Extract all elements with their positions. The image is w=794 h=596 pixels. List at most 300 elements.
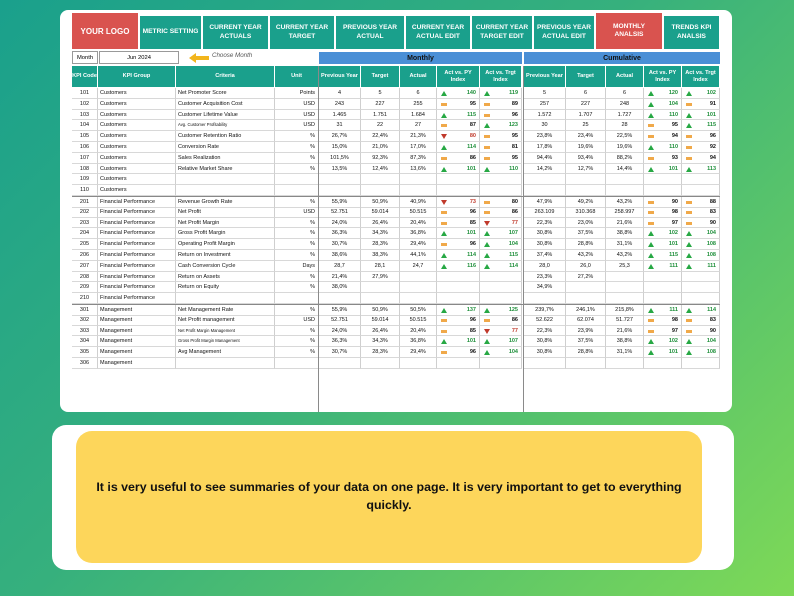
index-value: 101: [466, 230, 476, 237]
index-value: 101: [466, 165, 476, 172]
cell-criteria: Avg Management: [176, 347, 275, 358]
cell-m-prev: 28,7: [319, 261, 361, 272]
cell-c-target: 12,7%: [566, 164, 606, 175]
neutral-bar-icon: [686, 319, 692, 322]
cell-mtg: [480, 293, 522, 304]
arrow-up-icon: [441, 167, 447, 172]
index-value: 111: [669, 262, 678, 269]
cell-c-prev: 14,2%: [524, 164, 566, 175]
index-value: 101: [668, 241, 678, 248]
index-value: 120: [668, 90, 678, 96]
cell-group: Financial Performance: [98, 293, 176, 304]
cell-c-prev: 239,7%: [524, 305, 566, 316]
cell-code: 202: [72, 207, 98, 218]
arrow-up-icon: [441, 339, 447, 344]
index-value: 101: [466, 338, 476, 345]
cell-group: Financial Performance: [98, 272, 176, 283]
arrow-down-icon: [484, 329, 490, 334]
cell-mtg: [480, 207, 522, 218]
neutral-bar-icon: [441, 222, 447, 225]
cell-group: Management: [98, 305, 176, 316]
cell-criteria: Customer Lifetime Value: [176, 110, 275, 121]
table-row[interactable]: [72, 174, 720, 185]
cell-cpy: [644, 250, 682, 261]
cell-c-prev: 94,4%: [524, 153, 566, 164]
cell-code: 210: [72, 293, 98, 304]
col-header-c-tg: Act vs. Trgt Index: [682, 66, 720, 87]
index-value: 101: [668, 165, 678, 172]
cell-m-actual: 6: [400, 88, 437, 99]
arrow-up-icon: [648, 167, 654, 172]
cell-m-prev: [319, 174, 361, 185]
cell-unit: %: [275, 250, 319, 261]
cell-criteria: Net Profit management: [176, 315, 275, 326]
arrow-up-icon: [648, 145, 654, 150]
index-value: 95: [469, 100, 476, 107]
cell-code: 304: [72, 336, 98, 347]
cell-c-target: 23,4%: [566, 131, 606, 142]
table-row[interactable]: [72, 207, 720, 218]
neutral-bar-icon: [686, 146, 692, 149]
cell-c-actual: 21,6%: [606, 326, 644, 337]
arrow-up-icon: [441, 264, 447, 269]
table-row[interactable]: [72, 99, 720, 110]
cell-unit: %: [275, 282, 319, 293]
neutral-bar-icon: [648, 222, 654, 225]
cell-c-target: 1.707: [566, 110, 606, 121]
cell-m-target: 50,9%: [361, 305, 400, 316]
cell-ctg: [682, 174, 720, 185]
cell-mpy: [437, 88, 480, 99]
cell-group: Customers: [98, 120, 176, 131]
cell-cpy: [644, 358, 682, 369]
arrow-up-icon: [686, 123, 692, 128]
cell-m-actual: 24,7: [400, 261, 437, 272]
cell-unit: %: [275, 336, 319, 347]
cell-criteria: [176, 293, 275, 304]
cell-m-prev: 1.465: [319, 110, 361, 121]
arrow-up-icon: [648, 339, 654, 344]
neutral-bar-icon: [686, 211, 692, 214]
index-value: 114: [467, 144, 476, 150]
cell-m-target: 27,9%: [361, 272, 400, 283]
cell-group: Customers: [98, 131, 176, 142]
cell-group: Management: [98, 358, 176, 369]
table-row[interactable]: [72, 153, 720, 164]
arrow-up-icon: [441, 145, 447, 150]
cell-c-actual: 38,8%: [606, 336, 644, 347]
cell-c-prev: 22,3%: [524, 326, 566, 337]
cell-code: 201: [72, 197, 98, 208]
cell-ctg: [682, 153, 720, 164]
top-navigation: [72, 13, 720, 49]
cell-unit: [275, 293, 319, 304]
cell-ctg: [682, 110, 720, 121]
cell-criteria: Net Management Rate: [176, 305, 275, 316]
table-row[interactable]: [72, 131, 720, 142]
cell-c-prev: [524, 358, 566, 369]
cell-c-target: 25: [566, 120, 606, 131]
cell-group: Customers: [98, 164, 176, 175]
arrow-up-icon: [484, 339, 490, 344]
table-row[interactable]: [72, 336, 720, 347]
table-row[interactable]: [72, 347, 720, 358]
cell-mpy: [437, 272, 480, 283]
cell-ctg: [682, 293, 720, 304]
cell-m-prev: 36,3%: [319, 336, 361, 347]
table-row[interactable]: [72, 110, 720, 121]
index-value: 104: [668, 100, 678, 107]
cell-c-target: [566, 174, 606, 185]
cell-cpy: [644, 142, 682, 153]
cell-ctg: [682, 250, 720, 261]
cell-mpy: [437, 336, 480, 347]
cell-ctg: [682, 185, 720, 196]
cell-unit: %: [275, 326, 319, 337]
cell-unit: USD: [275, 315, 319, 326]
cell-criteria: [176, 358, 275, 369]
cell-cpy: [644, 110, 682, 121]
cell-m-target: 227: [361, 99, 400, 110]
index-value: 97: [671, 327, 678, 334]
cell-cpy: [644, 88, 682, 99]
cell-c-actual: 6: [606, 88, 644, 99]
cell-ctg: [682, 272, 720, 283]
cell-m-prev: 30,7%: [319, 347, 361, 358]
col-header-unit: Unit: [275, 66, 319, 87]
cell-group: Financial Performance: [98, 207, 176, 218]
cell-cpy: [644, 282, 682, 293]
cell-cpy: [644, 228, 682, 239]
cell-mpy: [437, 164, 480, 175]
arrow-up-icon: [441, 253, 447, 258]
cell-mtg: [480, 326, 522, 337]
cell-m-target: 1.751: [361, 110, 400, 121]
cell-m-prev: 52.751: [319, 207, 361, 218]
table-row[interactable]: [72, 120, 720, 131]
index-value: 102: [706, 90, 716, 96]
cell-ctg: [682, 88, 720, 99]
cell-cpy: [644, 293, 682, 304]
neutral-bar-icon: [441, 103, 447, 106]
cell-mtg: [480, 99, 522, 110]
neutral-bar-icon: [441, 211, 447, 214]
index-value: 90: [709, 219, 716, 226]
nav-tab-trends-kpi-analsis[interactable]: TRENDS KPI ANALSIS: [664, 16, 720, 49]
cell-m-actual: 44,1%: [400, 250, 437, 261]
neutral-bar-icon: [484, 135, 490, 138]
index-value: 110: [669, 111, 678, 118]
cell-m-actual: 36,8%: [400, 228, 437, 239]
cell-mtg: [480, 250, 522, 261]
cell-mpy: [437, 293, 480, 304]
cell-m-prev: [319, 293, 361, 304]
cell-m-target: [361, 282, 400, 293]
cell-mpy: [437, 326, 480, 337]
note-card: [52, 425, 734, 570]
divider-monthly: [318, 66, 319, 412]
nav-tab-current-year-target[interactable]: CURRENT YEAR TARGET: [270, 16, 335, 49]
cell-group: Management: [98, 336, 176, 347]
cell-m-target: 22: [361, 120, 400, 131]
nav-tab-current-year-actual-edit[interactable]: CURRENT YEAR ACTUAL EDIT: [406, 16, 471, 49]
cell-c-target: 227: [566, 99, 606, 110]
index-value: 96: [511, 111, 518, 118]
arrow-up-icon: [648, 242, 654, 247]
table-row[interactable]: [72, 293, 720, 304]
table-row[interactable]: [72, 326, 720, 337]
index-value: 115: [509, 252, 518, 258]
cell-mpy: [437, 174, 480, 185]
col-header-m-prev: Previous Year: [319, 66, 361, 87]
col-header-c-actual: Actual: [606, 66, 644, 87]
index-value: 98: [671, 316, 678, 323]
neutral-bar-icon: [441, 124, 447, 127]
cell-unit: Days: [275, 261, 319, 272]
cell-c-actual: 51.727: [606, 315, 644, 326]
cell-mtg: [480, 282, 522, 293]
index-value: 94: [709, 154, 716, 161]
cell-c-prev: [524, 185, 566, 196]
table-row[interactable]: [72, 185, 720, 196]
cell-c-prev: 5: [524, 88, 566, 99]
cell-c-target: 37,5%: [566, 228, 606, 239]
month-dropdown[interactable]: Jun 2024: [99, 51, 179, 64]
index-value: 95: [671, 122, 678, 129]
cell-cpy: [644, 131, 682, 142]
cell-mtg: [480, 218, 522, 229]
index-value: 107: [508, 230, 518, 237]
arrow-up-icon: [686, 167, 692, 172]
cell-mtg: [480, 110, 522, 121]
cell-m-actual: 21,3%: [400, 131, 437, 142]
cell-c-target: 19,6%: [566, 142, 606, 153]
cell-c-actual: 28: [606, 120, 644, 131]
cell-mtg: [480, 315, 522, 326]
cell-criteria: Return on Equity: [176, 282, 275, 293]
arrow-up-icon: [441, 308, 447, 313]
col-header-m-py: Act vs. PY Index: [437, 66, 480, 87]
cell-unit: [275, 174, 319, 185]
nav-tab-current-year-actuals[interactable]: CURRENT YEAR ACTUALS: [203, 16, 269, 49]
index-value: 83: [709, 316, 716, 323]
cell-mpy: [437, 142, 480, 153]
cell-group: Customers: [98, 88, 176, 99]
table-row[interactable]: [72, 164, 720, 175]
cell-m-target: 34,3%: [361, 228, 400, 239]
table-row[interactable]: [72, 315, 720, 326]
cell-m-actual: 29,4%: [400, 347, 437, 358]
cell-ctg: [682, 336, 720, 347]
neutral-bar-icon: [648, 124, 654, 127]
index-value: 114: [707, 307, 716, 313]
index-value: 101: [706, 111, 716, 118]
neutral-bar-icon: [686, 135, 692, 138]
cell-criteria: Net Profit Margin: [176, 218, 275, 229]
cell-c-prev: 1.572: [524, 110, 566, 121]
index-value: 96: [709, 133, 716, 140]
cell-cpy: [644, 164, 682, 175]
divider-cumulative: [523, 66, 524, 412]
cell-mpy: [437, 282, 480, 293]
cell-unit: USD: [275, 99, 319, 110]
arrow-up-icon: [648, 91, 654, 96]
cell-criteria: Conversion Rate: [176, 142, 275, 153]
cell-c-actual: [606, 293, 644, 304]
arrow-up-icon: [686, 113, 692, 118]
cell-mtg: [480, 228, 522, 239]
arrow-up-icon: [648, 231, 654, 236]
arrow-up-icon: [686, 253, 692, 258]
table-row[interactable]: [72, 218, 720, 229]
cell-m-actual: 1.684: [400, 110, 437, 121]
cell-unit: USD: [275, 120, 319, 131]
table-row[interactable]: [72, 304, 720, 315]
cell-criteria: Operating Profit Margin: [176, 239, 275, 250]
index-value: 89: [511, 100, 518, 107]
cell-m-actual: 50.515: [400, 207, 437, 218]
cumulative-group-header: Cumulative: [524, 52, 720, 64]
col-header-c-py: Act vs. PY Index: [644, 66, 682, 87]
cell-c-prev: 30,8%: [524, 228, 566, 239]
index-value: 111: [707, 262, 716, 269]
neutral-bar-icon: [686, 222, 692, 225]
cell-m-actual: 40,9%: [400, 197, 437, 208]
cell-m-actual: [400, 293, 437, 304]
cell-m-actual: 20,4%: [400, 326, 437, 337]
arrow-up-icon: [648, 253, 654, 258]
cell-c-actual: 14,4%: [606, 164, 644, 175]
cell-cpy: [644, 261, 682, 272]
cell-c-actual: 248: [606, 99, 644, 110]
cell-c-actual: [606, 358, 644, 369]
neutral-bar-icon: [648, 211, 654, 214]
cell-m-target: [361, 185, 400, 196]
cell-c-target: [566, 282, 606, 293]
nav-tab-metric-setting[interactable]: METRIC SETTING: [140, 16, 202, 49]
table-row[interactable]: [72, 250, 720, 261]
cell-c-target: 6: [566, 88, 606, 99]
cell-criteria: Customer Retention Ratio: [176, 131, 275, 142]
table-row[interactable]: [72, 142, 720, 153]
cell-c-actual: 22,5%: [606, 131, 644, 142]
index-value: 96: [469, 316, 476, 323]
cell-ctg: [682, 347, 720, 358]
cell-cpy: [644, 207, 682, 218]
neutral-bar-icon: [484, 157, 490, 160]
cell-c-prev: 17,8%: [524, 142, 566, 153]
cell-cpy: [644, 185, 682, 196]
index-value: 108: [706, 241, 716, 248]
nav-tab-previous-year-actual-edit[interactable]: PREVIOUS YEAR ACTUAL EDIT: [534, 16, 595, 49]
cell-criteria: Customer Acquisition Cost: [176, 99, 275, 110]
table-row[interactable]: [72, 88, 720, 99]
cell-cpy: [644, 99, 682, 110]
index-value: 87: [469, 122, 476, 129]
index-value: 110: [669, 144, 678, 150]
cell-m-prev: 24,0%: [319, 326, 361, 337]
index-value: 86: [511, 208, 518, 215]
table-row[interactable]: [72, 358, 720, 369]
cell-unit: %: [275, 239, 319, 250]
cell-unit: Points: [275, 88, 319, 99]
index-value: 85: [469, 327, 476, 334]
cell-m-prev: 4: [319, 88, 361, 99]
cell-unit: %: [275, 218, 319, 229]
cell-group: Management: [98, 347, 176, 358]
cell-c-actual: 31,1%: [606, 347, 644, 358]
cell-m-target: 59.014: [361, 207, 400, 218]
neutral-bar-icon: [648, 319, 654, 322]
table-row[interactable]: [72, 228, 720, 239]
arrow-up-icon: [484, 123, 490, 128]
cell-m-prev: 52.751: [319, 315, 361, 326]
cell-c-prev: 30,8%: [524, 239, 566, 250]
cell-mtg: [480, 336, 522, 347]
arrow-up-icon: [686, 350, 692, 355]
cell-code: 306: [72, 358, 98, 369]
cell-code: 110: [72, 185, 98, 196]
spreadsheet-card: [60, 10, 732, 412]
cell-mtg: [480, 185, 522, 196]
nav-tab-monthly-analsis[interactable]: MONTHLY ANALSIS: [596, 13, 663, 49]
nav-tab-previous-year-actual[interactable]: PREVIOUS YEAR ACTUAL: [336, 16, 405, 49]
month-selector-row: [72, 51, 322, 65]
cell-m-actual: 17,0%: [400, 142, 437, 153]
cell-c-actual: 258.997: [606, 207, 644, 218]
cell-mpy: [437, 99, 480, 110]
table-row[interactable]: [72, 282, 720, 293]
cell-m-actual: 27: [400, 120, 437, 131]
arrow-up-icon: [484, 242, 490, 247]
cell-c-target: 49,2%: [566, 197, 606, 208]
cell-code: 206: [72, 250, 98, 261]
cell-code: 205: [72, 239, 98, 250]
cell-code: 108: [72, 164, 98, 175]
cell-ctg: [682, 99, 720, 110]
cell-mpy: [437, 261, 480, 272]
table-row[interactable]: [72, 261, 720, 272]
cell-m-prev: 15,0%: [319, 142, 361, 153]
cell-cpy: [644, 239, 682, 250]
cell-unit: %: [275, 164, 319, 175]
table-row[interactable]: [72, 196, 720, 207]
cell-m-target: 26,4%: [361, 218, 400, 229]
index-value: 96: [469, 349, 476, 356]
nav-tab-current-year-target-edit[interactable]: CURRENT YEAR TARGET EDIT: [472, 16, 533, 49]
logo: YOUR LOGO: [72, 13, 138, 49]
table-row[interactable]: [72, 239, 720, 250]
cell-code: 105: [72, 131, 98, 142]
cell-c-target: 93,4%: [566, 153, 606, 164]
cell-mpy: [437, 185, 480, 196]
cell-m-target: 28,3%: [361, 347, 400, 358]
cell-code: 104: [72, 120, 98, 131]
index-value: 111: [669, 307, 678, 313]
cell-m-target: 92,3%: [361, 153, 400, 164]
cell-c-actual: 25,3: [606, 261, 644, 272]
index-value: 80: [511, 199, 518, 205]
index-value: 83: [709, 208, 716, 215]
neutral-bar-icon: [484, 201, 490, 204]
cell-m-target: 22,4%: [361, 131, 400, 142]
table-row[interactable]: [72, 272, 720, 283]
cell-criteria: [176, 174, 275, 185]
arrow-left-icon: [189, 53, 209, 63]
index-value: 108: [706, 349, 716, 356]
cell-c-actual: 43,2%: [606, 197, 644, 208]
cell-group: Customers: [98, 110, 176, 121]
